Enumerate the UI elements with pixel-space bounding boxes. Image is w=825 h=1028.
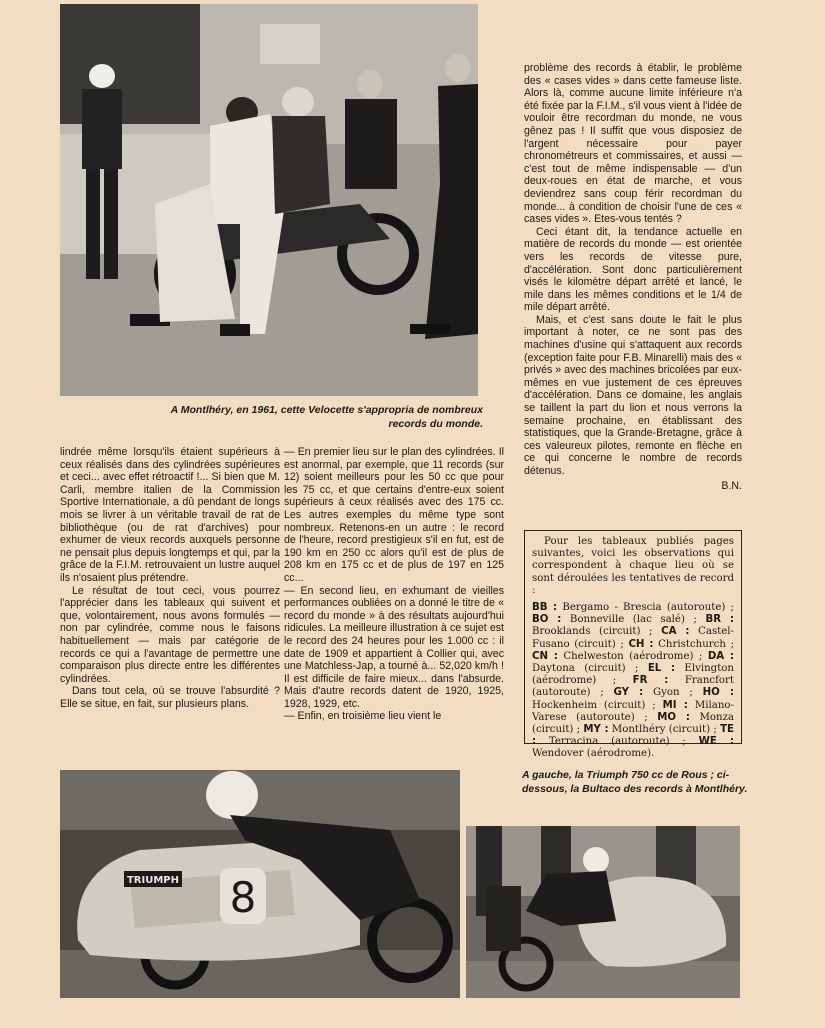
venue-name: Chelweston (aérodrome) ; <box>557 650 708 662</box>
paragraph: Dans tout cela, où se trouve l'absurdité ? Elle se situe, en fait, sur plusieurs plans. <box>60 685 280 710</box>
venue-name: Castel-Fusano (circuit) ; <box>532 626 734 650</box>
venue-code: BO : <box>532 614 562 626</box>
paragraph: — En premier lieu sur le plan des cylindrées. Il est anormal, par exemple, que 11 records (sur 12) soient meilleurs pour les 50 cc que pour les 75 cc, et que certains d'entre-eux soient supérieurs à ceux réalisés avec des 175 cc. Les autres exemples du même type sont nombreux. Retenons-en un autre : le record de l'heure, record prestigieux s'il en fut, est de 190 km en 250 cc alors qu'il est de plus de 208 km en 175 cc et de plus de 197 en 125 cc... <box>284 446 504 584</box>
venue-name: Elvington (aérodrome) ; <box>532 663 734 687</box>
venue-code: MY : <box>583 724 609 736</box>
fairing-brand-text: TRIUMPH <box>126 875 180 886</box>
venue-code: BR : <box>705 614 734 626</box>
paragraph: — En second lieu, en exhumant de vieilles performances oubliées on a donné le titre de « record du monde » à des résultats aujourd'hui ridicules. La meilleure illustration à ce sujet est le record des 24 heures pour les 1.000 cc : il date de 1909 et appartient à Collier qui, avec une Matchless-Jap, a tourné à... 52,020 km/h ! Il est difficile de faire mieux... dans l'absurde. Mais d'autre records datent de 1920, 1925, 1928, 1929, etc. <box>284 584 504 710</box>
venue-code: GY : <box>613 687 644 699</box>
article-col-right-top <box>524 62 742 492</box>
venue-name: Monza (circuit) ; <box>532 711 735 736</box>
author-signature: B.N. <box>721 479 742 492</box>
paragraph: problème des records à établir, le problème des « cases vides » dans cette fameuse liste. Alors là, comme aucune limite inférieure n'a été fixée par la F.I.M., s'il vous vient à l'idée de vouloir être recordman du monde, ne vous gênez pas ! Il suffit que vous disposiez de l'argent nécessaire pour payer chronométreurs et commissaires, et aussi — c'est tout de même indispensable — d'un deux-roues en état de marche, et vous deviendrez sans coup férir recordman du monde... à condition de choisir l'une de ces « cases vides ». Etes-vous tentés ? <box>524 62 742 226</box>
photo-bultaco <box>466 826 740 998</box>
venue-name: Bergamo - Brescia (autoroute) ; <box>557 602 734 614</box>
legend-intro: Pour les tableaux publiés pages suivantes, voici les observations qui correspondent à chaque lieu où se sont déroulées les tentatives de record : <box>532 536 734 596</box>
article-col-left <box>60 446 280 710</box>
photo-velocette <box>60 4 478 396</box>
venue-code: MI : <box>662 699 688 711</box>
caption-top: A Montlhéry, en 1961, cette Velocette s'appropria de nombreux records du monde. <box>170 404 483 430</box>
venue-code: BB : <box>532 602 558 614</box>
caption-bottom: A gauche, la Triumph 750 cc de Rous ; ci-dessous, la Bultaco des records à Montlhéry. <box>522 769 748 795</box>
legend-entries <box>532 602 734 761</box>
photo-triumph <box>60 770 460 998</box>
paragraph: Le résultat de tout ceci, vous pourrez l'apprécier dans les tableaux qui suivent et que, volontairement, nous avons formulés — non par cylindrée, comme nous le faisons habituellement — mais par catégorie de records ce qui a l'avantage de permettre une comparaison plus directe entre les différentes cylindrées. <box>60 584 280 685</box>
venue-code: HO : <box>702 687 734 699</box>
paragraph: Ceci étant dit, la tendance actuelle en matière de records du monde — est orientée vers les records de vitesse pure, d'accélération. Sont donc particulièrement visés le kilomètre départ arrêté et lancé, le mile dans les mêmes conditions et le 1/4 de mile départ arrêté. <box>524 225 742 314</box>
venue-code: CA : <box>661 626 690 638</box>
venue-code: CH : <box>628 638 654 650</box>
paragraph: — Enfin, en troisième lieu vient le <box>284 710 442 723</box>
venue-code: WE : <box>698 736 734 748</box>
venue-code: EL : <box>647 663 676 675</box>
venue-legend-box <box>524 530 742 760</box>
paragraph: lindrée même lorsqu'ils étaient supérieurs à ceux réalisés dans des cylindrées supérieures et ceci... avec effet rétroactif !... Si bien que M. Carli, membre italien de la Commission Sportive Internationale, a dû pendant de longs mois se livrer à un véritable travail de rat de bibliothèque (ou de rat d'archives) pour exhumer de vieux records auxquels personne ne pensait plus depuis longtemps et qui, par la grâce de la F.I.M. retrouvaient un lustre auquel ils n'osaient plus prétendre. <box>60 446 280 584</box>
venue-code: FR : <box>632 675 669 687</box>
venue-name: Wendover (aérodrome). <box>532 748 655 760</box>
venue-name: Daytona (circuit) ; <box>532 663 648 675</box>
venue-name: Francfort (autoroute) ; <box>532 675 734 699</box>
venue-name: Brooklands (circuit) ; <box>532 626 662 638</box>
paragraph: Mais, et c'est sans doute le fait le plus important à noter, ce ne sont pas des machines d'usine qui s'attaquent aux records (exception faite pour F.B. Minarelli) mais des « privés » avec des machines bricolées par eux-mêmes en vue justement de ces épreuves d'accélération. Dans ce domaine, les anglais se taillent la part du lion et nous verrons la semaine prochaine, en établissant des statistiques, que la Grande-Bretagne, grâce à ces valeureux pilotes, remonte en flèche en ce qui concerne le nombre de records détenus. <box>524 313 742 477</box>
venue-code: DA : <box>707 650 734 662</box>
venue-name: Montlhéry (circuit) ; <box>608 724 721 736</box>
venue-name: Bonneville (lac salé) ; <box>561 614 706 626</box>
venue-name: Christchurch ; <box>653 638 734 650</box>
venue-code: CN : <box>532 650 558 662</box>
race-number: 8 <box>229 873 257 922</box>
venue-name: Gyon ; <box>643 687 703 699</box>
venue-code: MO : <box>657 711 690 723</box>
venue-name: Terracina (autoroute) ; <box>536 736 699 748</box>
venue-name: Milano-Varese (autoroute) ; <box>532 699 734 723</box>
article-col-mid <box>284 446 504 723</box>
venue-name: Hockenheim (circuit) ; <box>532 699 663 711</box>
venue-code: TE : <box>532 724 734 748</box>
